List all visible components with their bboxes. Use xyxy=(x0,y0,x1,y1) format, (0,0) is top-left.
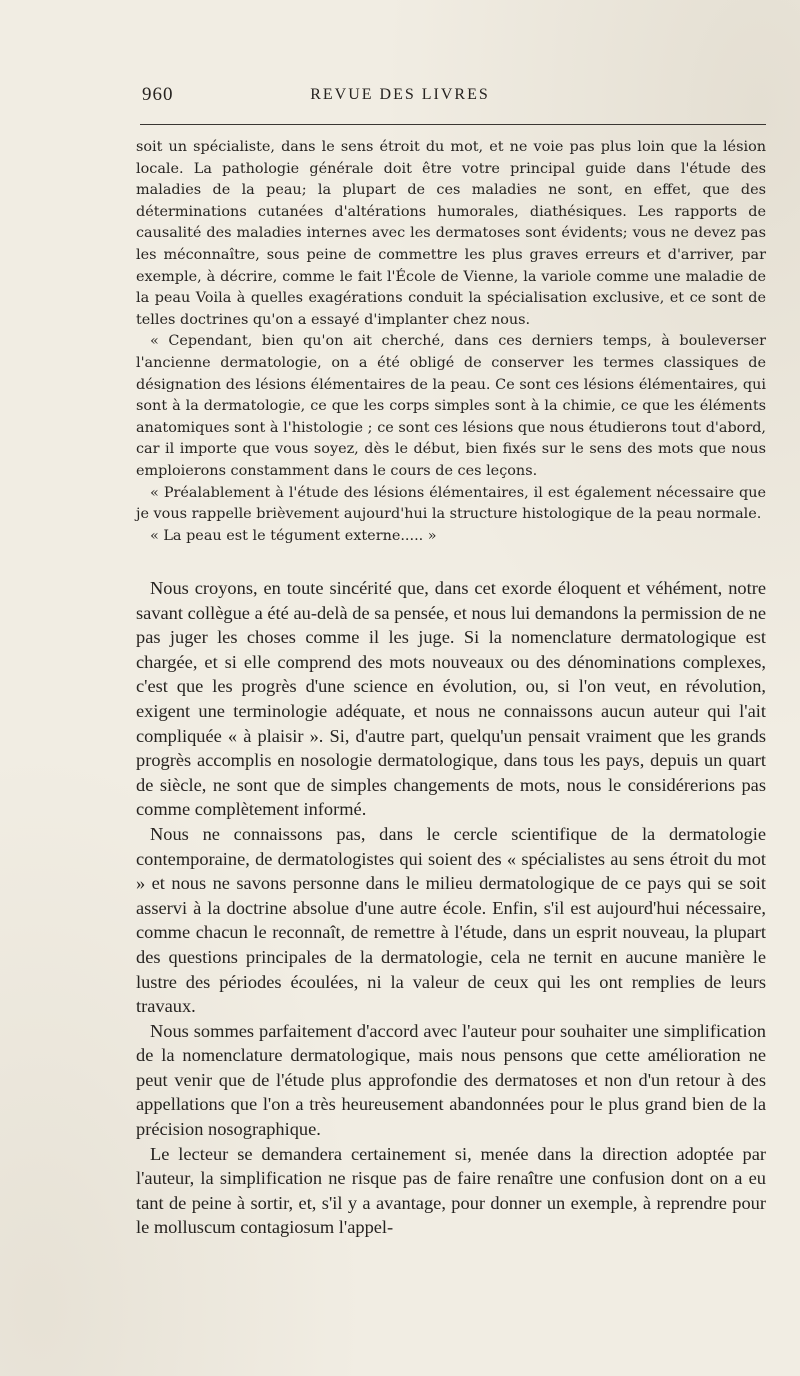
review-paragraph-1: Nous croyons, en toute sincérité que, dans cet exorde éloquent et véhément, notre savant collègue a été au-delà de sa pensée, et nous lui demandons la permission de ne pas juger les choses comme il les juge. Si la nomenclature dermatologique est chargée, et si elle comprend des mots nouveaux ou des dénominations complexes, c'est que les progrès d'une science en évolution, ou, si l'on veut, en révolution, exigent une terminologie adéquate, et nous ne connaissons aucun auteur qui l'ait compliquée « à plaisir ». Si, d'autre part, quelqu'un pensait vraiment que les grands progrès accomplis en nosologie dermatologique, dans tous les pays, depuis un quart de siècle, ne sont que de simples changements de mots, nous le considérerions pas comme complètement informé. xyxy=(136,578,766,820)
quoted-paragraph-2: « Cependant, bien qu'on ait cherché, dans ces derniers temps, à bouleverser l'ancienne dermatologie, on a été obligé de conserver les termes classiques de désignation des lésions élémentaires de la peau. Ce sont ces lésions élémentaires, qui sont à la dermatologie, ce que les corps simples sont à la chimie, ce que les éléments anatomiques sont à l'histologie ; ce sont ces lésions que nous étudierons tout d'abord, car il importe que vous soyez, dès le début, bien fixés sur le sens des mots que nous emploierons constamment dans le cours de ces leçons. xyxy=(136,333,766,479)
review-paragraph-3: Nous sommes parfaitement d'accord avec l'auteur pour souhaiter une simplification de la nomenclature dermatologique, mais nous pensons que cette amélioration ne peut venir que de l'étude plus approfondie des dermatoses et non d'un retour à des appellations que l'on a très heureusement abandonnées pour le plus grand bien de la précision nosographique. xyxy=(136,1020,766,1140)
review-paragraph-2: Nous ne connaissons pas, dans le cercle scientifique de la dermatologie contemporaine, de dermatologistes qui soient des « spécialistes au sens étroit du mot » et nous ne savons personne dans le milieu dermatologique de ce pays qui se soit asservi à la doctrine absolue d'une autre école. Enfin, s'il est aujourd'hui nécessaire, comme chacun le reconnaît, de remettre à l'étude, dans un esprit nouveau, la plupart des questions principales de la dermatologie, cela ne ternit en aucune manière le lustre des périodes écoulées, ni la valeur de ceux qui les ont remplies de leurs travaux. xyxy=(136,823,766,1017)
review-paragraph-4: Le lecteur se demandera certainement si, menée dans la direction adoptée par l'auteur, la simplification ne risque pas de faire renaître une confusion dont on a eu tant de peine à sortir, et, s'il y a avantage, pour donner un exemple, à reprendre pour le molluscum contagiosum l'appel- xyxy=(136,1143,766,1238)
quoted-lecture-section xyxy=(136,137,766,547)
quoted-paragraph-1: soit un spécialiste, dans le sens étroit du mot, et ne voie pas plus loin que la lésion locale. La pathologie générale doit être votre principal guide dans l'étude des maladies de la peau; la plupart de ces maladies ne sont, en effet, que des déterminations cutanées d'altérations humorales, diathésiques. Les rapports de causalité des maladies internes avec les dermatoses sont évidents; vous ne devez pas les méconnaître, sous peine de commettre les plus graves erreurs et d'arriver, par exemple, à décrire, comme le fait l'École de Vienne, la variole comme une maladie de la peau Voila à quelles exagérations conduit la spécialisation exclusive, et ce sont de telles doctrines qu'on a essayé d'implanter chez nous. xyxy=(136,139,766,328)
running-title: REVUE DES LIVRES xyxy=(310,86,490,103)
quoted-paragraph-4: « La peau est le tégument externe..... » xyxy=(150,527,437,544)
header-rule xyxy=(140,124,766,125)
review-commentary-section xyxy=(136,576,766,1240)
quoted-paragraph-3: « Préalablement à l'étude des lésions élémentaires, il est également nécessaire que je vous rappelle brièvement aujourd'hui la structure histologique de la peau normale. xyxy=(136,484,766,523)
page-number: 960 xyxy=(142,84,174,105)
